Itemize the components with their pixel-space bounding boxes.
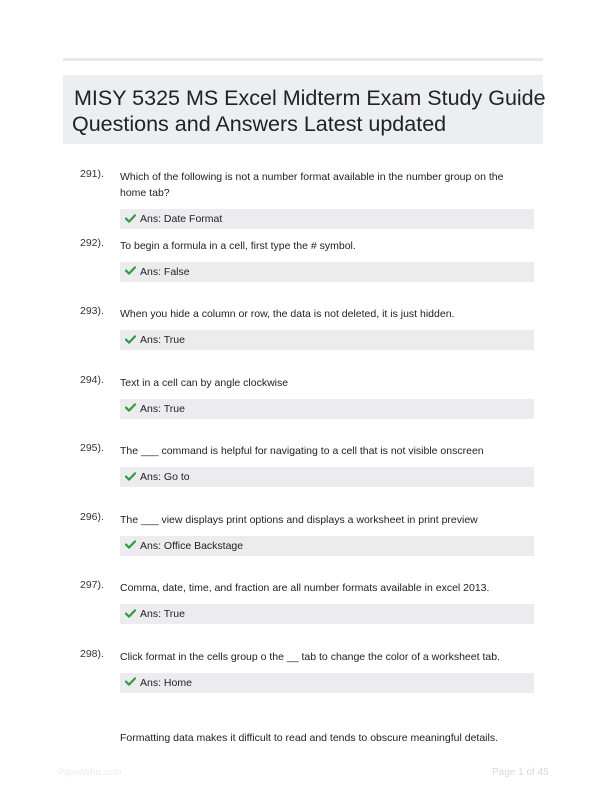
answer-box bbox=[120, 399, 534, 419]
check-icon bbox=[125, 403, 136, 412]
answer-text: Ans: False bbox=[140, 265, 190, 278]
check-icon bbox=[125, 609, 136, 618]
top-divider bbox=[63, 58, 543, 61]
check-icon bbox=[125, 540, 136, 549]
question-item bbox=[80, 168, 540, 237]
next-question-text: Formatting data makes it difficult to read and tends to obscure meaningful details. bbox=[120, 732, 499, 744]
answer-text: Ans: Date Format bbox=[140, 213, 223, 225]
question-number: 294). bbox=[80, 373, 104, 386]
answer-text: Ans: True bbox=[140, 608, 185, 620]
question-item bbox=[80, 648, 540, 717]
question-text: To begin a formula in a cell, first type the # symbol. bbox=[120, 239, 356, 252]
answer-box bbox=[120, 604, 534, 624]
page-title-line-1: MISY 5325 MS Excel Midterm Exam Study Guide bbox=[74, 86, 546, 110]
answer-box bbox=[120, 673, 534, 693]
answer-text: Ans: Office Backstage bbox=[140, 539, 244, 552]
question-text: When you hide a column or row, the data is not deleted, it is just hidden. bbox=[120, 308, 455, 320]
page-number: Page 1 of 45 bbox=[492, 767, 549, 778]
page-title-line-2: Questions and Answers Latest updated bbox=[72, 112, 447, 136]
footer-watermark: PaperWhiz.com bbox=[58, 767, 122, 777]
question-item bbox=[80, 237, 540, 306]
check-icon bbox=[125, 266, 136, 275]
question-number: 296). bbox=[80, 510, 104, 523]
answer-box bbox=[120, 536, 534, 556]
question-text: Comma, date, time, and fraction are all number formats available in excel 2013. bbox=[120, 582, 490, 594]
answer-text: Ans: Go to bbox=[140, 471, 190, 483]
question-item bbox=[80, 374, 540, 443]
question-item bbox=[80, 442, 540, 511]
question-number: 295). bbox=[80, 442, 104, 454]
answer-box bbox=[120, 262, 534, 282]
question-list bbox=[80, 168, 540, 716]
question-number: 292). bbox=[80, 236, 104, 249]
title-banner bbox=[63, 75, 546, 144]
question-number: 291). bbox=[80, 168, 104, 180]
question-number: 293). bbox=[80, 305, 104, 317]
answer-text: Ans: True bbox=[140, 402, 185, 415]
answer-box bbox=[120, 209, 534, 229]
answer-box bbox=[120, 330, 534, 350]
question-text: Text in a cell can by angle clockwise bbox=[120, 376, 289, 389]
question-text: The ___ command is helpful for navigating to a cell that is not visible onscreen bbox=[120, 445, 484, 457]
check-icon bbox=[125, 335, 136, 344]
answer-box bbox=[120, 467, 534, 487]
answer-text: Ans: True bbox=[140, 334, 185, 346]
question-text: Which of the following is not a number format available in the number group on the home tab? bbox=[120, 171, 504, 199]
question-number: 298). bbox=[80, 647, 104, 660]
question-item bbox=[80, 305, 540, 374]
question-text: Click format in the cells group o the __ tab to change the color of a worksheet tab. bbox=[120, 650, 500, 663]
check-icon bbox=[125, 472, 136, 481]
question-number: 297). bbox=[80, 579, 104, 591]
check-icon bbox=[125, 677, 136, 686]
question-item bbox=[80, 579, 540, 648]
answer-text: Ans: Home bbox=[140, 676, 192, 689]
question-text: The ___ view displays print options and displays a worksheet in print preview bbox=[120, 513, 478, 526]
question-item bbox=[80, 511, 540, 580]
check-icon bbox=[125, 214, 136, 223]
